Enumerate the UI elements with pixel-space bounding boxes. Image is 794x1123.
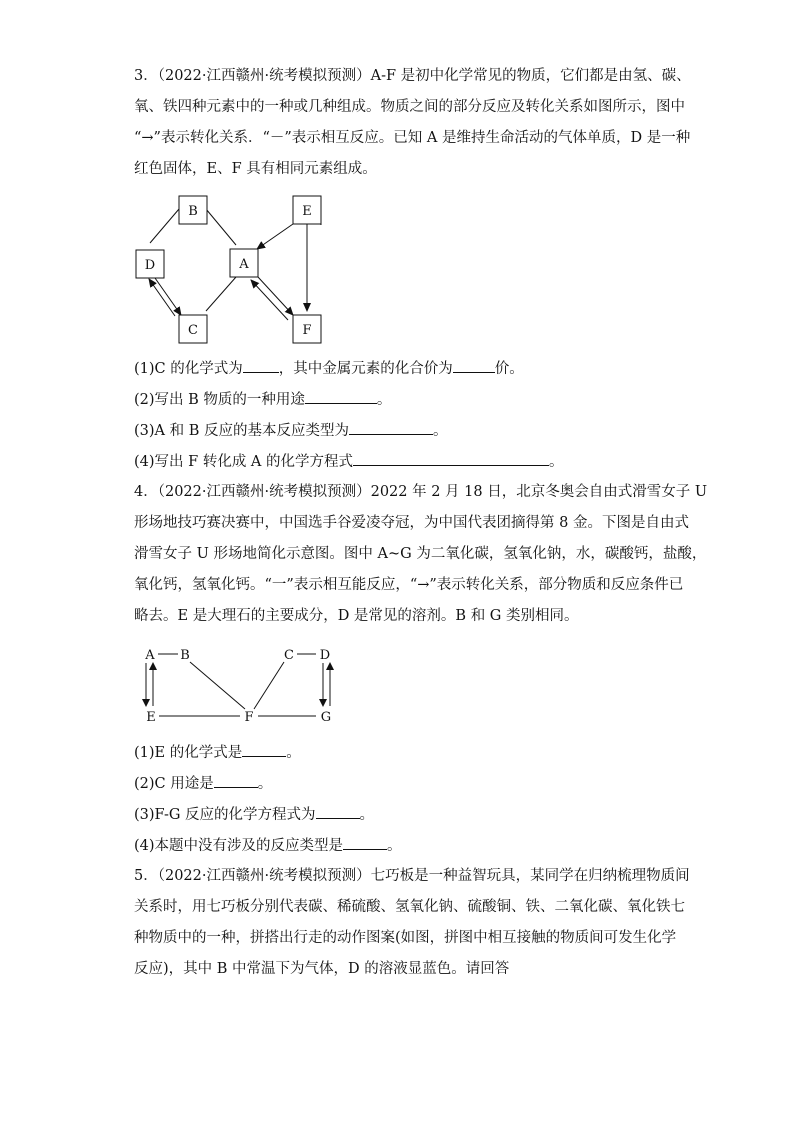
q3-sub-3 — [134, 420, 448, 441]
q4-stem-line-3: 滑雪女子 U 形场地简化示意图。图中 A~G 为二氧化碳，氢氧化钠，水，碳酸钙，盐酸， — [134, 546, 707, 562]
q3-sub-4-blank[interactable] — [353, 451, 549, 466]
q3-arrow-e-a — [257, 224, 293, 249]
q4-node-c: C — [284, 648, 294, 663]
q4-node-d: D — [319, 648, 331, 663]
q3-stem-line-2: 氧、铁四种元素中的一种或几种组成。物质之间的部分反应及转化关系如图所示，图中 — [134, 99, 685, 115]
q3-line-b-d — [150, 209, 179, 243]
q3-line-b-a — [206, 209, 236, 245]
q3-stem-line-1: 3．（2022·江西赣州·统考模拟预测）A-F 是初中化学常见的物质，它们都是由氢、碳、 — [134, 68, 691, 84]
q4-stem-line-4: 氧化钙，氢氧化钙。“一”表示相互能反应，“→”表示转化关系，部分物质和反应条件已 — [134, 577, 684, 593]
q4-node-b: B — [180, 648, 190, 663]
q4-sub-1 — [134, 742, 301, 763]
q4-sub-1-blank[interactable] — [242, 742, 286, 757]
q5-stem-line-4: 反应)，其中 B 中常温下为气体，D 的溶液显蓝色。请回答 — [134, 961, 510, 977]
q3-sub-2-end: 。 — [376, 392, 392, 408]
q3-node-a: A — [239, 257, 249, 272]
q3-sub-2-text: (2)写出 B 物质的一种用途 — [134, 392, 305, 408]
q4-sub-2-end: 。 — [257, 776, 273, 792]
q3-relation-diagram — [0, 190, 794, 350]
q3-node-f: F — [302, 323, 312, 338]
q5-stem-line-1: 5．（2022·江西赣州·统考模拟预测）七巧板是一种益智玩具，某同学在归纳梳理物质间 — [134, 868, 690, 884]
q3-sub-4-end: 。 — [549, 454, 564, 470]
q3-sub-4-text: (4)写出 F 转化成 A 的化学方程式 — [134, 454, 354, 470]
q4-stem-line-5: 略去。E 是大理石的主要成分，D 是常见的溶剂。B 和 G 类别相同。 — [134, 608, 579, 624]
q3-sub-1-blank-a[interactable] — [243, 358, 279, 373]
q4-sub-1-end: 。 — [286, 745, 301, 761]
q3-sub-3-end: 。 — [433, 423, 448, 439]
q5-stem-line-3: 种物质中的一种，拼搭出行走的动作图案(如图，拼图中相互接触的物质间可发生化学 — [134, 930, 677, 946]
q3-node-e: E — [302, 204, 312, 219]
q3-sub-3-blank[interactable] — [349, 420, 433, 435]
q4-line-b-f — [190, 662, 245, 709]
q3-stem-line-4: 红色固体，E、F 具有相同元素组成。 — [134, 161, 377, 177]
q4-sub-2-blank[interactable] — [214, 773, 258, 788]
q4-sub-4 — [134, 835, 402, 856]
q4-node-e: E — [146, 710, 156, 725]
q4-sub-3-blank[interactable] — [316, 804, 360, 819]
q3-node-b: B — [188, 204, 198, 219]
q4-sub-4-text: (4)本题中没有涉及的反应类型是 — [134, 838, 344, 854]
q4-sub-3 — [134, 804, 374, 825]
q4-stem-line-1: 4．（2022·江西赣州·统考模拟预测）2022 年 2 月 18 日，北京冬奥会自由式滑雪女子 U — [134, 484, 708, 500]
q5-stem-line-2: 关系时，用七巧板分别代表碳、稀硫酸、氢氧化钠、硫酸铜、铁、二氧化碳、氧化铁七 — [134, 899, 685, 915]
q3-line-a-c — [206, 277, 236, 311]
q3-arrow-c-d — [149, 279, 175, 316]
q3-arrow-f-a — [251, 280, 288, 320]
q4-sub-2 — [134, 773, 272, 794]
q3-stem-line-3: “→”表示转化关系．“－”表示相互反应。已知 A 是维持生命活动的气体单质，D 是一种 — [134, 130, 691, 146]
q3-node-c: C — [188, 323, 198, 338]
q4-sub-4-end: 。 — [387, 838, 402, 854]
q4-line-c-f — [254, 662, 284, 709]
q4-sub-2-text: (2)C 用途是 — [134, 776, 214, 792]
q3-sub-4 — [134, 451, 564, 472]
q4-sub-3-end: 。 — [359, 807, 375, 823]
q4-sub-1-text: (1)E 的化学式是 — [134, 745, 243, 761]
q4-node-a: A — [145, 648, 155, 663]
q3-arrow-a-f — [258, 277, 293, 315]
q3-sub-1 — [134, 358, 524, 379]
q4-node-f: F — [244, 710, 254, 725]
q3-sub-1-text-a: (1)C 的化学式为 — [134, 361, 243, 377]
q4-relation-diagram — [0, 642, 794, 732]
q4-node-g: G — [320, 710, 332, 725]
q3-sub-2-blank[interactable] — [305, 389, 377, 404]
q3-node-d: D — [144, 258, 156, 273]
q3-arrow-d-c — [155, 278, 181, 315]
q4-sub-3-text: (3)F-G 反应的化学方程式为 — [134, 807, 316, 823]
q3-sub-1-text-b: ，其中金属元素的化合价为 — [278, 361, 453, 377]
q4-sub-4-blank[interactable] — [343, 835, 387, 850]
q4-stem-line-2: 形场地技巧赛决赛中，中国选手谷爱凌夺冠，为中国代表团摘得第 8 金。下图是自由式 — [134, 515, 689, 531]
q3-sub-1-blank-b[interactable] — [453, 358, 495, 373]
q3-sub-2 — [134, 389, 391, 410]
q3-sub-3-text: (3)A 和 B 反应的基本反应类型为 — [134, 423, 349, 439]
q3-sub-1-text-c: 价。 — [494, 361, 524, 377]
